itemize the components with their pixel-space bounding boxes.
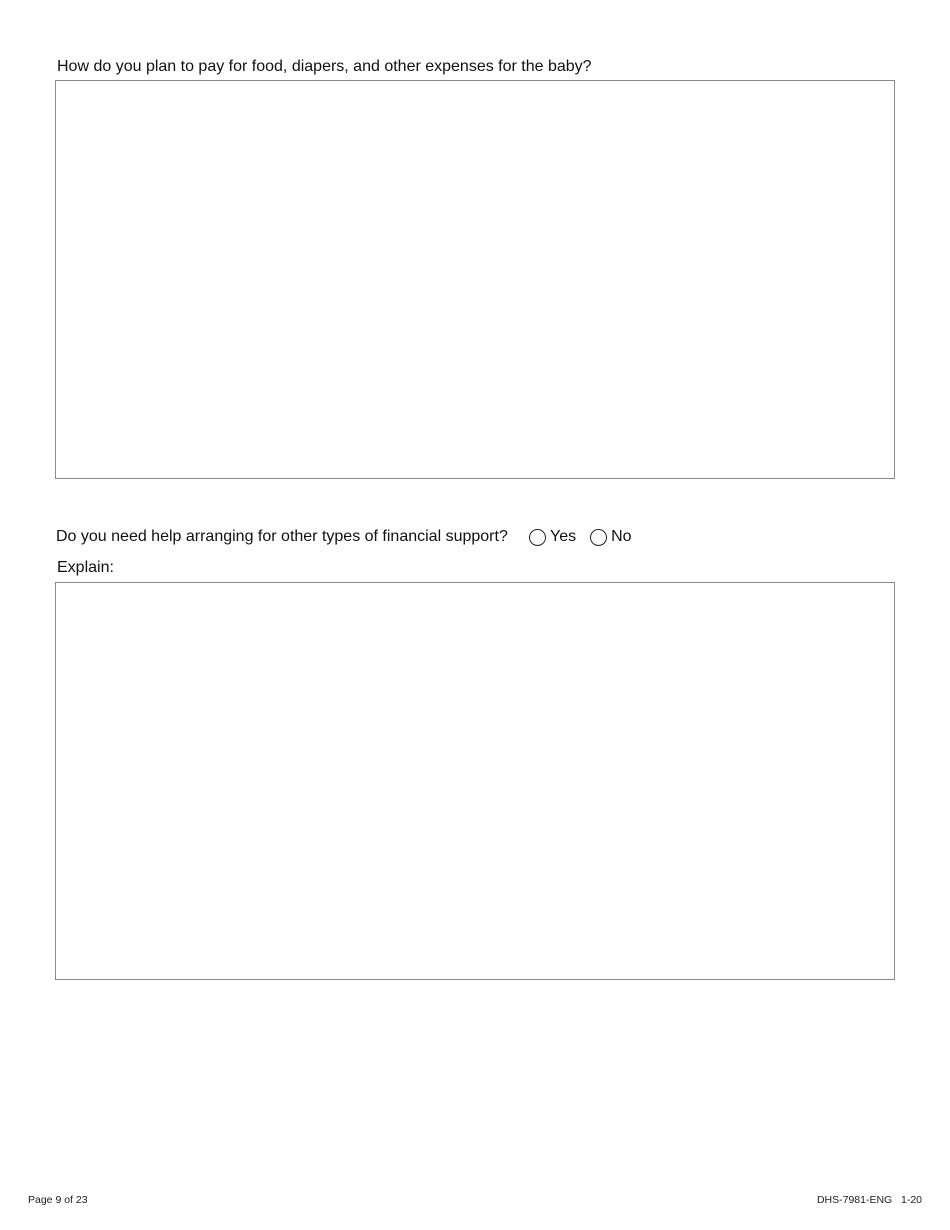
question-plan-pay-expenses-label: How do you plan to pay for food, diapers, and other expenses for the baby? (57, 58, 592, 75)
page-number: Page 9 of 23 (28, 1194, 88, 1206)
explain-field[interactable] (55, 582, 895, 980)
radio-yes-label: Yes (550, 528, 577, 545)
radio-yes-circle[interactable] (529, 529, 546, 546)
question-financial-support-label: Do you need help arranging for other types of financial support? (56, 528, 508, 545)
plan-pay-expenses-field[interactable] (55, 80, 895, 479)
form-id: DHS-7981-ENG 1-20 (816, 1194, 922, 1206)
radio-no-label: No (611, 528, 632, 545)
radio-option-no[interactable] (590, 527, 631, 547)
financial-support-radio-group (529, 527, 632, 547)
radio-no-circle[interactable] (590, 529, 607, 546)
radio-option-yes[interactable] (529, 527, 576, 547)
explain-label: Explain: (57, 559, 114, 576)
